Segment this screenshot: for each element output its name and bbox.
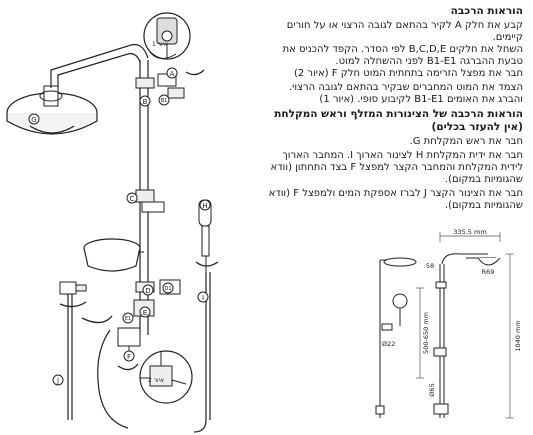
svg-text:E: E bbox=[142, 309, 148, 317]
dimension-diagram bbox=[368, 228, 528, 428]
label-e bbox=[140, 307, 150, 317]
fig1-label: איור 1 bbox=[151, 41, 169, 48]
heading-assembly: הוראות הרכבה bbox=[450, 5, 523, 17]
para-step3: חבר את מפצל הזרימה בתחתית המוט חלק F (איור 2) bbox=[293, 68, 523, 79]
rail-brackets bbox=[134, 74, 184, 316]
soap-dish bbox=[84, 239, 144, 271]
svg-text:A: A bbox=[169, 70, 175, 78]
overhead-arm bbox=[51, 45, 148, 89]
svg-text:B: B bbox=[142, 98, 148, 106]
wall-elbow bbox=[60, 282, 86, 294]
para-step7: חבר את הצינור הקצר J לברז אספקת המים ולמפצל F (וודא שהגומיות במקום). bbox=[268, 188, 523, 211]
dim-base-dia: Ø65 bbox=[428, 383, 436, 397]
para-step6: חבר את ידית המקלחת H לצינור הארוך I. המחבר הארוך לידית המקלחת והמחבר הקצר למפצל F בצד התחתון (וודא שהגומיות במקום). bbox=[270, 150, 523, 185]
svg-text:J: J bbox=[56, 377, 60, 385]
dim-top-offset: 58 bbox=[425, 262, 435, 270]
hand-shower-h bbox=[199, 200, 211, 272]
label-j bbox=[53, 375, 63, 385]
shower-head-g bbox=[7, 86, 97, 134]
svg-text:H: H bbox=[202, 202, 208, 210]
dim-rail-range: 500-650 mm bbox=[422, 312, 430, 354]
svg-text:F: F bbox=[126, 353, 132, 361]
label-d bbox=[143, 285, 153, 295]
label-b1 bbox=[159, 95, 169, 105]
label-h bbox=[200, 200, 210, 210]
svg-text:C: C bbox=[129, 195, 135, 203]
svg-text:E1: E1 bbox=[124, 316, 132, 322]
label-c bbox=[127, 193, 137, 203]
svg-text:B1: B1 bbox=[160, 98, 168, 104]
para-step5: חבר את ראש המקלחת G. bbox=[409, 136, 523, 147]
svg-text:D1: D1 bbox=[164, 286, 172, 292]
para-step1: קבע את חלק A לקיר בהתאם לגובה הרצוי או על חורים קיימים. bbox=[286, 20, 523, 43]
label-e1 bbox=[123, 313, 133, 323]
svg-text:D: D bbox=[145, 287, 151, 295]
dim-pipe-dia: Ø22 bbox=[382, 340, 396, 348]
dim-radius: R69 bbox=[481, 268, 495, 276]
front-view bbox=[376, 258, 416, 418]
label-b bbox=[140, 96, 150, 106]
label-i bbox=[198, 292, 208, 302]
wall-bracket-a-detail bbox=[144, 13, 190, 59]
label-g bbox=[29, 114, 39, 124]
label-d1 bbox=[163, 283, 173, 293]
assembly-diagram bbox=[0, 0, 265, 435]
heading-hoses: הוראות הרכבה של הצינורות המזלף וראש המקלחת (אין להעזר בכלים) bbox=[274, 108, 523, 133]
para-step2: השחל את חלקים B,C,D,E לפי הסדר. הקפד להכניס את טבעת ההברגה B1-E1 לפני ההשחלה למוט. bbox=[282, 44, 523, 67]
para-step4: הצמד את המוט המחברים שבקיר בהתאם לגובה הרצוי. והברג את האומים B1-E1 לקיבוע סופי. (איור 1) bbox=[288, 82, 523, 105]
hoses bbox=[68, 272, 210, 432]
dim-width: 335.5 mm bbox=[453, 228, 487, 236]
svg-text:G: G bbox=[31, 116, 37, 124]
fig2-label: איור 2 bbox=[147, 377, 165, 384]
label-f bbox=[124, 351, 134, 361]
side-view bbox=[434, 254, 500, 418]
dim-total-height: 1040 mm bbox=[514, 320, 522, 352]
svg-text:I: I bbox=[201, 294, 205, 302]
label-a bbox=[167, 68, 177, 78]
